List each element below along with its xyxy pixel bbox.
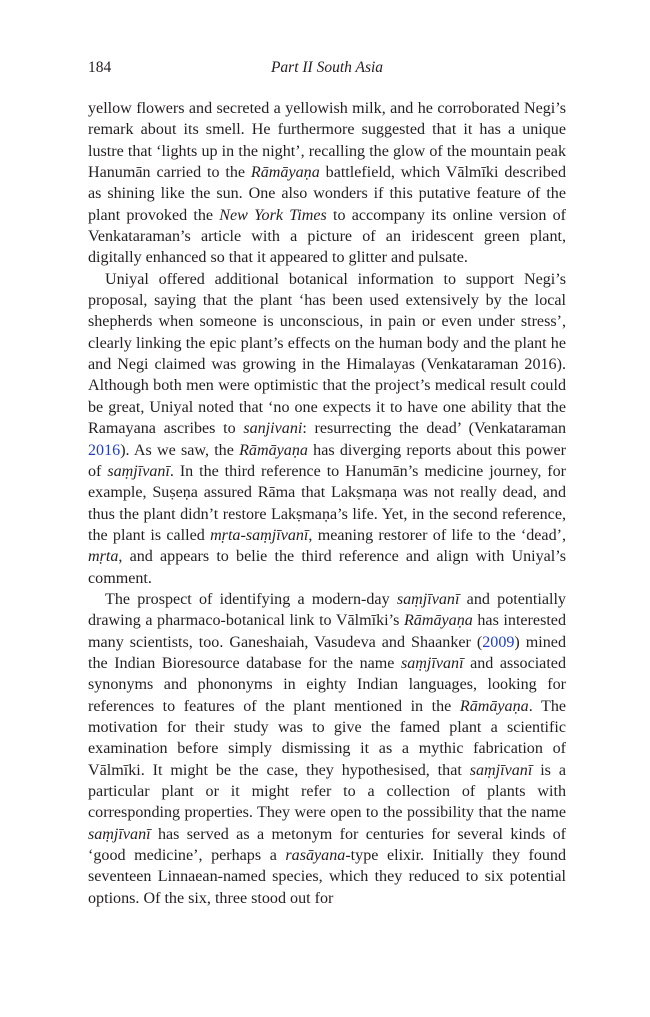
text-run: The prospect of identifying a modern-day	[105, 590, 397, 608]
italic-text: New York Times	[219, 206, 327, 224]
italic-text: rasāyana	[285, 847, 346, 865]
text-run: -type elixir. Initially they found seventeen Linnaean-named species, which they reduced to six potential options. Of the six, three stood out for	[88, 847, 567, 907]
text-run: . The motivation for their study was to give the famed plant a scientific examination before simply dismissing it as a mythic fabrication of Vālmīki. It might be the case, they hypothesised, that	[88, 697, 567, 779]
text-run: , and appears to belie the third reference and align with Uniyal’s comment.	[88, 548, 566, 587]
body-text	[88, 98, 566, 909]
book-page	[88, 56, 566, 909]
italic-text: Rāmāyaṇa	[239, 441, 308, 459]
paragraph	[88, 98, 566, 269]
running-head	[88, 56, 566, 80]
italic-text: Rāmāyaṇa	[459, 697, 529, 715]
text-run: : resurrecting the dead’ (Venkataraman	[302, 420, 567, 438]
italic-text: saṃjīvanī	[396, 590, 460, 608]
citation-link[interactable]: 2009	[482, 633, 515, 651]
text-run: ) mined the Indian Bioresource database for the name	[88, 633, 566, 672]
paragraph	[88, 269, 566, 589]
page-number: 184	[88, 59, 112, 76]
italic-text: saṃjīvanī	[107, 462, 170, 480]
text-run: Uniyal offered additional botanical information to support Negi’s proposal, saying that the plant ‘has been used extensively by the local shepherds when someone is unconscious, in pain or even under stress’, clearly linking the epic plant’s effects on the human body and the plant he and Negi claimed was growing in the Himalayas (Venkataraman 2016). Although both men were optimistic that the project’s medical result could be great, Uniyal noted that ‘no one expects it to have one ability that the Ramayana ascribes to	[88, 270, 566, 438]
text-run: has interested many scientists, too. Ganeshaiah, Vasudeva and Shaanker (	[88, 612, 566, 651]
text-run: and potentially drawing a pharmaco-botanical link to Vālmīki’s	[88, 590, 566, 630]
text-run: . In the third reference to Hanumān’s medicine journey, for example, Suṣeṇa assured Rāma that Lakṣmaṇa was not really dead, and thus the plant didn’t restore Lakṣmaṇa’s life. Yet, in the second reference, the plant is called	[88, 462, 567, 544]
italic-text: Rāmāyaṇa	[403, 612, 473, 630]
text-run: has served as a metonym for centuries for several kinds of ‘good medicine’, perhaps a	[88, 825, 566, 865]
paragraph	[88, 589, 566, 909]
citation-link[interactable]: 2016	[88, 441, 121, 459]
running-title: Part II South Asia	[270, 59, 384, 76]
text-run: battlefield, which Vālmīki described as shining like the sun. One also wonders if this putative feature of the plant provoked the	[88, 164, 566, 224]
italic-text: sanjivani	[243, 420, 303, 438]
italic-text: mṛta-saṃjīvanī	[210, 526, 309, 544]
text-run: and associated synonyms and phononyms in eighty Indian languages, looking for references to features of the plant mentioned in the	[88, 654, 566, 715]
text-run: is a particular plant or it might refer to a collection of plants with corresponding properties. They were open to the possibility that the name	[88, 761, 566, 822]
italic-text: saṃjīvanī	[88, 825, 151, 843]
text-run: to accompany its online version of Venkataraman’s article with a picture of an iridescent green plant, digitally enhanced so that it appeared to glitter and pulsate.	[88, 206, 567, 267]
text-run: has diverging reports about this power of	[88, 441, 566, 480]
italic-text: saṃjīvanī	[469, 761, 533, 779]
italic-text: Rāmāyaṇa	[250, 164, 320, 182]
text-run: yellow flowers and secreted a yellowish milk, and he corroborated Negi’s remark about its smell. He furthermore suggested that it has a unique lustre that ‘lights up in the night’, recalling the glow of the mountain peak Hanumān carried to the	[88, 100, 566, 182]
text-run: , meaning restorer of life to the ‘dead’,	[308, 526, 567, 544]
text-run: ). As we saw, the	[120, 441, 240, 459]
italic-text: saṃjīvanī	[400, 654, 464, 672]
italic-text: mṛta	[88, 548, 119, 566]
